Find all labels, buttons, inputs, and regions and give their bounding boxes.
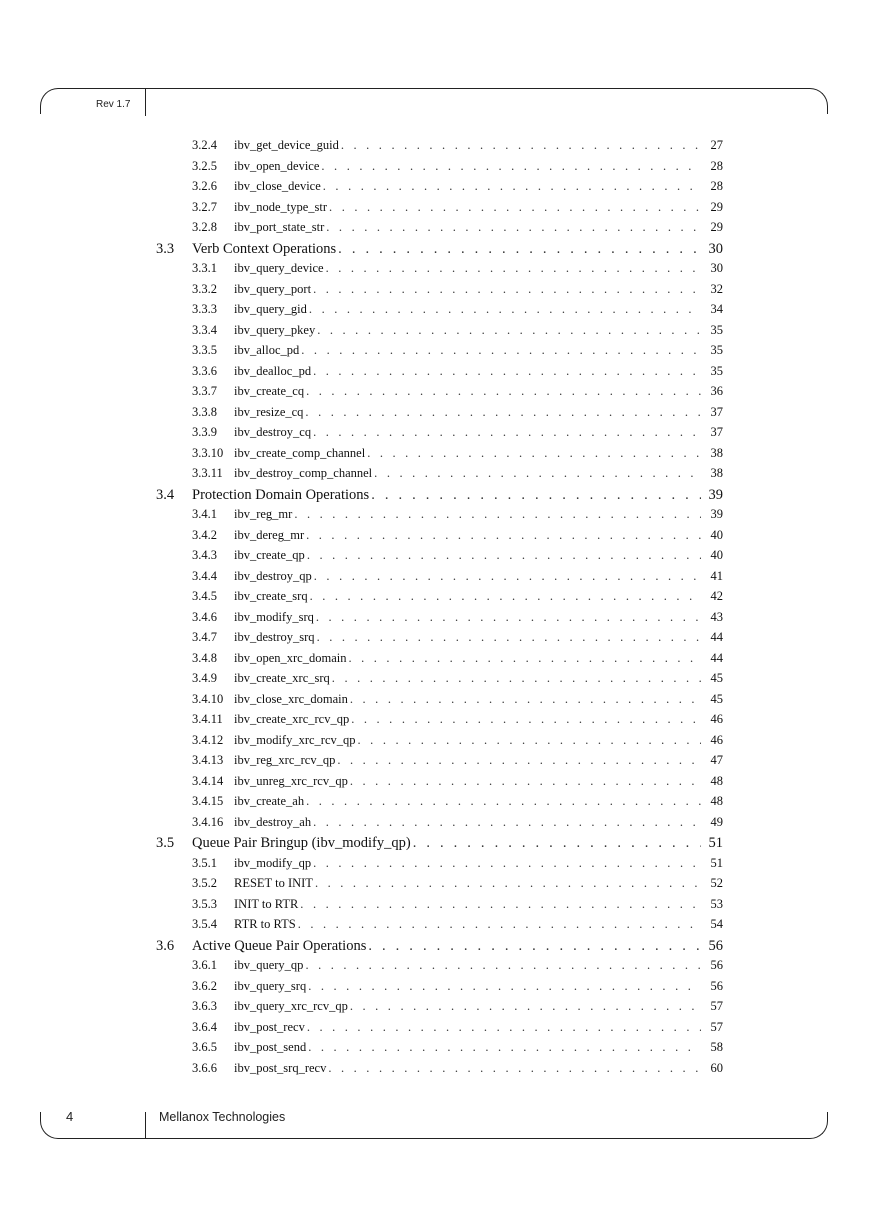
toc-dot-leader [313,425,701,440]
toc-entry-number: 3.3.5 [192,343,217,357]
toc-entry-number: 3.4.7 [192,630,217,644]
toc-entry-title: ibv_post_recv [234,1019,305,1034]
toc-dot-leader [413,835,701,852]
toc-entry-title: ibv_post_send [234,1040,307,1054]
toc-dot-leader [298,917,701,932]
toc-entry-title: ibv_create_ah [234,794,305,808]
toc-entry-number: 3.4.2 [192,527,217,542]
toc-dot-leader [358,733,701,748]
toc-entry-page: 35 [710,343,723,357]
toc-subsection-entry[interactable] [192,999,723,1014]
toc-dot-leader [306,384,701,399]
toc-entry-page: 49 [710,814,723,829]
toc-subsection-entry[interactable] [192,466,723,481]
toc-entry-number: 3.6.4 [192,1019,217,1034]
toc-entry-title: ibv_post_srq_recv [234,1060,327,1075]
toc-dot-leader [301,343,701,358]
toc-entry-page: 40 [710,548,723,562]
toc-entry-page: 35 [710,363,723,378]
toc-entry-title: ibv_create_qp [234,548,305,562]
toc-dot-leader [332,671,701,686]
toc-section-entry[interactable] [156,938,723,955]
toc-dot-leader [328,1061,701,1076]
toc-entry-number: 3.6.1 [192,958,217,972]
toc-entry-number: 3.4.11 [192,712,223,726]
toc-entry-title: ibv_get_device_guid [234,138,339,152]
toc-entry-number: 3.3.1 [192,261,217,275]
toc-entry-page: 42 [710,589,723,603]
toc-subsection-entry[interactable] [192,794,723,809]
toc-subsection-entry[interactable] [192,753,723,768]
toc-entry-page: 51 [710,855,723,870]
toc-dot-leader [323,179,701,194]
toc-entry-number: 3.3.7 [192,384,217,398]
toc-entry-number: 3.4.15 [192,794,224,808]
toc-entry-title: RESET to INIT [234,876,313,890]
header-divider [145,88,146,116]
toc-entry-title: ibv_create_cq [234,384,305,398]
toc-entry-number: 3.3.10 [192,445,224,460]
toc-subsection-entry[interactable] [192,856,723,871]
toc-dot-leader [329,200,701,215]
toc-dot-leader [309,302,701,317]
toc-entry-page: 57 [710,1019,723,1034]
toc-entry-page: 28 [710,158,723,173]
header-frame [40,88,828,114]
toc-entry-page: 54 [710,917,723,931]
toc-entry-title: ibv_query_srq [234,978,307,993]
toc-subsection-entry[interactable] [192,507,723,522]
toc-entry-title: ibv_create_comp_channel [234,445,366,460]
toc-entry-page: 43 [710,609,723,624]
toc-entry-number: 3.6.3 [192,999,217,1013]
toc-subsection-entry[interactable] [192,159,723,174]
toc-entry-title: Queue Pair Bringup (ibv_modify_qp) [192,835,411,851]
toc-entry-title: ibv_query_device [234,261,324,275]
toc-subsection-entry[interactable] [192,692,723,707]
toc-dot-leader [317,323,701,338]
toc-subsection-entry[interactable] [192,1020,723,1035]
toc-entry-number: 3.6.5 [192,1040,217,1054]
toc-section-entry[interactable] [156,487,723,504]
toc-dot-leader [313,364,701,379]
toc-dot-leader [306,528,701,543]
toc-entry-number: 3.2.7 [192,199,217,214]
toc-entry-number: 3.4.16 [192,814,224,829]
toc-entry-number: 3.3.8 [192,404,217,419]
toc-dot-leader [307,548,701,563]
toc-entry-number: 3.4.6 [192,609,217,624]
toc-entry-number: 3.6.6 [192,1060,217,1075]
toc-subsection-entry[interactable] [192,774,723,789]
toc-entry-title: Verb Context Operations [192,240,337,257]
toc-entry-title: ibv_query_xrc_rcv_qp [234,999,348,1013]
toc-entry-page: 27 [710,138,723,152]
toc-entry-page: 46 [710,712,723,726]
toc-subsection-entry[interactable] [192,569,723,584]
toc-subsection-entry[interactable] [192,1040,723,1055]
toc-subsection-entry[interactable] [192,979,723,994]
toc-dot-leader [310,589,701,604]
toc-entry-number: 3.6 [156,937,175,954]
toc-subsection-entry[interactable] [192,261,723,276]
toc-dot-leader [313,815,701,830]
toc-entry-page: 45 [710,671,723,685]
toc-entry-number: 3.4.4 [192,568,217,583]
revision-label: Rev 1.7 [96,99,131,110]
toc-entry-number: 3.4.13 [192,753,224,767]
toc-subsection-entry[interactable] [192,343,723,358]
toc-entry-title: Protection Domain Operations [192,486,370,503]
toc-subsection-entry[interactable] [192,712,723,727]
toc-entry-page: 51 [708,835,723,851]
toc-entry-number: 3.2.5 [192,158,217,173]
toc-entry-number: 3.4.3 [192,548,217,562]
toc-subsection-entry[interactable] [192,630,723,645]
toc-entry-title: ibv_destroy_srq [234,630,315,644]
toc-entry-number: 3.3.6 [192,363,217,378]
toc-entry-number: 3.5 [156,835,175,851]
toc-entry-title: ibv_destroy_ah [234,814,312,829]
toc-entry-number: 3.3 [156,240,175,257]
toc-entry-title: ibv_destroy_comp_channel [234,466,373,480]
toc-entry-number: 3.5.1 [192,855,217,870]
toc-dot-leader [368,938,701,955]
toc-entry-number: 3.2.6 [192,179,217,193]
toc-entry-title: ibv_close_xrc_domain [234,691,348,706]
toc-entry-number: 3.3.11 [192,466,223,480]
toc-entry-number: 3.4.9 [192,671,217,685]
toc-subsection-entry[interactable] [192,548,723,563]
toc-dot-leader [305,405,701,420]
toc-subsection-entry[interactable] [192,733,723,748]
toc-subsection-entry[interactable] [192,384,723,399]
toc-subsection-entry[interactable] [192,323,723,338]
toc-entry-page: 58 [710,1040,723,1054]
toc-entry-number: 3.4.8 [192,650,217,665]
toc-entry-page: 38 [710,466,723,480]
toc-entry-title: ibv_port_state_str [234,220,325,234]
toc-entry-page: 37 [710,404,723,419]
toc-entry-page: 40 [710,527,723,542]
toc-entry-title: ibv_create_xrc_srq [234,671,330,685]
toc-entry-page: 44 [710,630,723,644]
toc-entry-title: ibv_create_srq [234,589,308,603]
toc-entry-number: 3.5.2 [192,876,217,890]
toc-entry-page: 57 [710,999,723,1013]
toc-entry-number: 3.2.4 [192,138,217,152]
toc-entry-title: RTR to RTS [234,917,296,931]
toc-dot-leader [313,282,701,297]
toc-entry-number: 3.5.3 [192,896,217,911]
toc-section-entry[interactable] [156,835,723,852]
toc-entry-page: 32 [710,281,723,296]
toc-subsection-entry[interactable] [192,528,723,543]
toc-entry-page: 45 [710,691,723,706]
toc-dot-leader [305,958,701,973]
toc-entry-title: ibv_reg_mr [234,507,293,521]
toc-entry-page: 48 [710,794,723,808]
toc-entry-page: 35 [710,322,723,337]
toc-entry-page: 29 [710,199,723,214]
toc-dot-leader [350,692,701,707]
toc-subsection-entry[interactable] [192,1061,723,1076]
toc-entry-number: 3.4.10 [192,691,224,706]
toc-entry-number: 3.4 [156,486,175,503]
toc-subsection-entry[interactable] [192,302,723,317]
toc-entry-title: ibv_modify_xrc_rcv_qp [234,732,356,747]
toc-entry-page: 30 [708,240,723,257]
toc-subsection-entry[interactable] [192,200,723,215]
toc-dot-leader [371,487,701,504]
toc-entry-page: 36 [710,384,723,398]
toc-dot-leader [300,897,701,912]
toc-subsection-entry[interactable] [192,179,723,194]
toc-entry-page: 52 [710,876,723,890]
page-number: 4 [66,1109,74,1124]
toc-entry-page: 30 [710,261,723,275]
toc-entry-title: ibv_modify_srq [234,609,314,624]
toc-subsection-entry[interactable] [192,917,723,932]
toc-entry-number: 3.3.4 [192,322,217,337]
toc-entry-number: 3.3.3 [192,302,217,316]
toc-entry-title: ibv_query_port [234,281,312,296]
toc-dot-leader [315,876,701,891]
toc-dot-leader [308,979,701,994]
toc-dot-leader [317,630,701,645]
toc-entry-title: ibv_query_pkey [234,322,316,337]
footer-divider [145,1112,146,1138]
toc-dot-leader [374,466,701,481]
toc-dot-leader [350,774,701,789]
toc-entry-title: ibv_create_xrc_rcv_qp [234,712,350,726]
toc-entry-title: ibv_open_xrc_domain [234,650,347,665]
toc-entry-page: 41 [710,568,723,583]
toc-entry-page: 44 [710,650,723,665]
toc-entry-page: 47 [710,753,723,767]
toc-dot-leader [306,794,701,809]
toc-subsection-entry[interactable] [192,671,723,686]
toc-entry-title: ibv_node_type_str [234,199,328,214]
toc-dot-leader [307,1020,701,1035]
toc-entry-number: 3.3.9 [192,425,217,439]
toc-subsection-entry[interactable] [192,610,723,625]
toc-entry-number: 3.3.2 [192,281,217,296]
toc-section-entry[interactable] [156,241,723,258]
toc-entry-page: 56 [710,978,723,993]
toc-subsection-entry[interactable] [192,425,723,440]
toc-entry-title: ibv_dealloc_pd [234,363,312,378]
toc-entry-number: 3.4.14 [192,773,224,788]
toc-entry-number: 3.2.8 [192,220,217,234]
toc-dot-leader [326,220,701,235]
toc-entry-title: ibv_unreg_xrc_rcv_qp [234,773,348,788]
toc-dot-leader [313,856,701,871]
toc-entry-title: Active Queue Pair Operations [192,937,367,954]
toc-dot-leader [348,651,701,666]
toc-subsection-entry[interactable] [192,815,723,830]
toc-entry-title: ibv_modify_qp [234,855,312,870]
toc-entry-page: 46 [710,732,723,747]
toc-dot-leader [316,610,701,625]
toc-dot-leader [326,261,701,276]
toc-subsection-entry[interactable] [192,958,723,973]
toc-entry-title: ibv_query_qp [234,958,304,972]
toc-entry-page: 37 [710,425,723,439]
toc-subsection-entry[interactable] [192,446,723,461]
toc-entry-title: ibv_open_device [234,158,320,173]
toc-entry-title: ibv_reg_xrc_rcv_qp [234,753,336,767]
toc-entry-title: ibv_destroy_qp [234,568,312,583]
toc-dot-leader [314,569,701,584]
toc-subsection-entry[interactable] [192,651,723,666]
toc-dot-leader [351,712,701,727]
toc-entry-page: 29 [710,220,723,234]
toc-entry-page: 39 [708,486,723,503]
toc-entry-page: 60 [710,1060,723,1075]
toc-subsection-entry[interactable] [192,220,723,235]
toc-entry-page: 28 [710,179,723,193]
toc-subsection-entry[interactable] [192,282,723,297]
toc-subsection-entry[interactable] [192,876,723,891]
company-name: Mellanox Technologies [159,1110,286,1124]
toc-entry-title: INIT to RTR [234,896,299,911]
toc-entry-page: 56 [710,958,723,972]
toc-subsection-entry[interactable] [192,405,723,420]
toc-entry-number: 3.5.4 [192,917,217,931]
toc-dot-leader [367,446,701,461]
toc-entry-number: 3.6.2 [192,978,217,993]
toc-entry-title: ibv_query_gid [234,302,307,316]
toc-dot-leader [338,241,701,258]
toc-dot-leader [337,753,701,768]
toc-entry-page: 34 [710,302,723,316]
toc-entry-number: 3.4.5 [192,589,217,603]
toc-entry-page: 48 [710,773,723,788]
toc-dot-leader [341,138,701,153]
toc-entry-title: ibv_destroy_cq [234,425,312,439]
toc-entry-title: ibv_alloc_pd [234,343,300,357]
toc-entry-page: 53 [710,896,723,911]
toc-entry-page: 38 [710,445,723,460]
toc-dot-leader [294,507,701,522]
toc-entry-number: 3.4.1 [192,507,217,521]
toc-entry-title: ibv_resize_cq [234,404,304,419]
toc-entry-title: ibv_dereg_mr [234,527,305,542]
toc-entry-title: ibv_close_device [234,179,321,193]
toc-dot-leader [308,1040,701,1055]
toc-dot-leader [321,159,701,174]
toc-subsection-entry[interactable] [192,364,723,379]
toc-dot-leader [350,999,701,1014]
toc-entry-page: 39 [710,507,723,521]
toc-entry-number: 3.4.12 [192,732,224,747]
toc-subsection-entry[interactable] [192,897,723,912]
toc-entry-page: 56 [708,937,723,954]
toc-subsection-entry[interactable] [192,589,723,604]
toc-subsection-entry[interactable] [192,138,723,153]
